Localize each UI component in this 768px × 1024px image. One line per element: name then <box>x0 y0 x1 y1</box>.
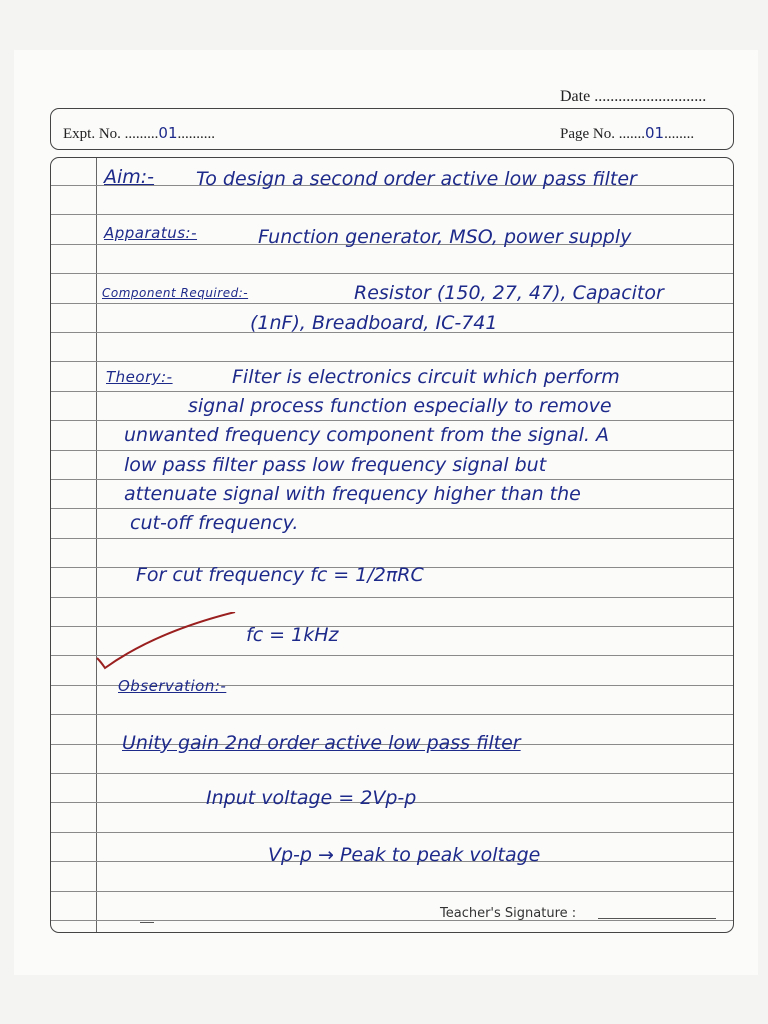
ruled-line <box>51 450 733 451</box>
expt-trail: .......... <box>177 126 216 142</box>
formula-line-1: For cut frequency fc = 1/2πRC <box>136 564 424 586</box>
page-value: 01 <box>645 124 665 142</box>
ruled-line <box>51 273 733 274</box>
theory-line-1: Filter is electronics circuit which perform <box>232 366 620 388</box>
page-label: Page No. ....... <box>560 126 645 142</box>
theory-line-2: signal process function especially to remove <box>188 395 612 417</box>
component-text-1: Resistor (150, 27, 47), Capacitor <box>354 282 664 304</box>
ruled-line <box>51 479 733 480</box>
expt-value: 01 <box>158 124 178 142</box>
date-field: Date ............................ <box>560 88 707 105</box>
observation-label: Observation:- <box>118 677 227 695</box>
ruled-line <box>51 391 733 392</box>
observation-line-1: Unity gain 2nd order active low pass filter <box>122 732 521 754</box>
theory-line-3: unwanted frequency component from the signal. A <box>124 424 610 446</box>
theory-line-5: attenuate signal with frequency higher than the <box>124 483 581 505</box>
observation-line-3: Vp-p → Peak to peak voltage <box>268 844 541 866</box>
margin-line <box>96 158 97 932</box>
observation-line-2: Input voltage = 2Vp-p <box>206 787 417 809</box>
ruled-line <box>51 597 733 598</box>
ruled-line <box>51 714 733 715</box>
ruled-line <box>51 214 733 215</box>
teacher-signature-label: Teacher's Signature : <box>440 906 577 921</box>
ruled-line <box>51 361 733 362</box>
expt-label: Expt. No. ......... <box>63 126 159 142</box>
page-trail: ........ <box>664 126 695 142</box>
page-number <box>560 124 694 143</box>
aim-label: Aim:- <box>104 166 155 188</box>
theory-label: Theory:- <box>106 368 173 386</box>
ruled-frame <box>50 157 734 933</box>
theory-line-4: low pass filter pass low frequency signal but <box>124 454 547 476</box>
apparatus-label: Apparatus:- <box>104 224 198 242</box>
ruled-line <box>51 832 733 833</box>
ruled-line <box>51 773 733 774</box>
component-label: Component Required:- <box>102 286 249 300</box>
signature-line <box>598 918 716 919</box>
margin-dash <box>140 922 154 923</box>
ruled-line <box>51 891 733 892</box>
experiment-number <box>63 124 215 143</box>
component-text-2: (1nF), Breadboard, IC-741 <box>250 312 498 334</box>
ruled-line <box>51 920 733 921</box>
check-mark-icon <box>95 612 245 672</box>
apparatus-text: Function generator, MSO, power supply <box>258 226 632 248</box>
ruled-line <box>51 508 733 509</box>
ruled-line <box>51 538 733 539</box>
theory-line-6: cut-off frequency. <box>130 512 299 534</box>
formula-line-2: fc = 1kHz <box>246 624 339 646</box>
ruled-line <box>51 420 733 421</box>
aim-text: To design a second order active low pass filter <box>196 168 637 190</box>
